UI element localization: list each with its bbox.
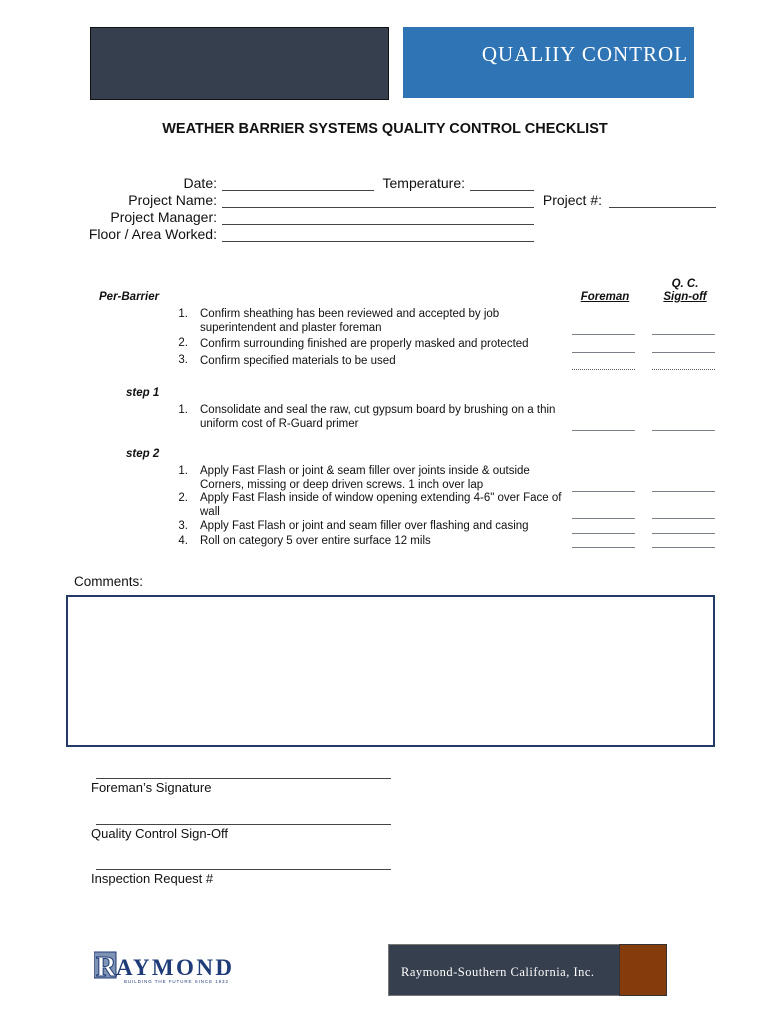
floor-area-label: Floor / Area Worked:: [88, 226, 217, 242]
foreman-signoff-line[interactable]: [572, 369, 635, 370]
date-field[interactable]: [222, 190, 374, 191]
foreman-signoff-line[interactable]: [572, 352, 635, 353]
qc-signoff-line[interactable]: [652, 491, 715, 492]
item-number: 1.: [178, 308, 188, 320]
foreman-signoff-line[interactable]: [572, 491, 635, 492]
checklist-item: Confirm sheathing has been reviewed and accepted by job superintendent and plaster foreman: [200, 308, 500, 334]
foreman-signoff-line[interactable]: [572, 547, 635, 548]
qc-column-header-top: Q. C.: [671, 278, 699, 290]
foreman-signature-line[interactable]: [96, 778, 391, 779]
item-number: 1.: [178, 404, 188, 416]
svg-text:BUILDING THE FUTURE SINCE 1932: BUILDING THE FUTURE SINCE 1932: [124, 979, 228, 984]
foreman-column-header: Foreman: [580, 291, 630, 303]
foreman-signoff-line[interactable]: [572, 533, 635, 534]
project-manager-label: Project Manager:: [110, 209, 217, 225]
page-title: WEATHER BARRIER SYSTEMS QUALITY CONTROL CHECKLIST: [162, 121, 608, 137]
section-label: step 1: [126, 387, 160, 399]
floor-area-field[interactable]: [222, 241, 534, 242]
raymond-logo: [94, 950, 234, 986]
checklist-item: Confirm specified materials to be used: [200, 355, 396, 367]
qc-column-header: Sign-off: [663, 291, 707, 303]
checklist-item: Consolidate and seal the raw, cut gypsum board by brushing on a thin uniform cost of R-Guard primer: [200, 404, 556, 430]
checklist-item: Apply Fast Flash inside of window opening extending 4-6" over Face of wall: [200, 492, 562, 518]
section-label: Per-Barrier: [99, 291, 160, 303]
item-number: 3.: [178, 354, 188, 366]
header-banner: [403, 27, 694, 98]
footer-company-name: Raymond-Southern California, Inc.: [401, 965, 595, 979]
qc-signoff-line[interactable]: [652, 547, 715, 548]
item-number: 3.: [178, 520, 188, 532]
date-label: Date:: [183, 175, 217, 191]
qc-signoff-line[interactable]: [652, 430, 715, 431]
comments-label: Comments:: [74, 574, 144, 589]
qc-signoff-line[interactable]: [96, 824, 391, 825]
svg-text:R: R: [96, 952, 117, 983]
project-name-field[interactable]: [222, 207, 534, 208]
svg-text:AYMOND: AYMOND: [116, 955, 232, 980]
qc-signoff-line[interactable]: [652, 518, 715, 519]
item-number: 2.: [178, 337, 188, 349]
foreman-signoff-line[interactable]: [572, 334, 635, 335]
inspection-request-line[interactable]: [96, 869, 391, 870]
checklist-item: Apply Fast Flash or joint and seam filler over flashing and casing: [200, 520, 529, 532]
temperature-label: Temperature:: [382, 175, 465, 191]
inspection-request-label: Inspection Request #: [91, 871, 214, 886]
checklist-item: Apply Fast Flash or joint & seam filler over joints inside & outside Corners, missing or deep driven screws. 1 inch over lap: [200, 465, 530, 491]
header-dark-block: [90, 27, 389, 100]
footer-accent-block: [619, 944, 667, 996]
qc-signoff-line[interactable]: [652, 334, 715, 335]
temperature-field[interactable]: [470, 190, 534, 191]
footer-company-banner: [388, 944, 622, 996]
foreman-signature-label: Foreman’s Signature: [91, 780, 212, 795]
checklist-item: Confirm surrounding finished are properly masked and protected: [200, 338, 529, 350]
foreman-signoff-line[interactable]: [572, 518, 635, 519]
banner-title: QUALIIY CONTROL: [481, 42, 688, 66]
item-number: 4.: [178, 535, 188, 547]
item-number: 2.: [178, 492, 188, 504]
checklist-item: Roll on category 5 over entire surface 12 mils: [200, 535, 431, 547]
project-manager-field[interactable]: [222, 224, 534, 225]
qc-signoff-line[interactable]: [652, 352, 715, 353]
project-name-label: Project Name:: [128, 192, 217, 208]
item-number: 1.: [178, 465, 188, 477]
project-number-label: Project #:: [542, 192, 602, 208]
section-label: step 2: [126, 448, 160, 460]
qc-signoff-line[interactable]: [652, 533, 715, 534]
qc-signoff-line[interactable]: [652, 369, 715, 370]
project-number-field[interactable]: [609, 207, 716, 208]
qc-signoff-label: Quality Control Sign-Off: [91, 826, 229, 841]
comments-textarea[interactable]: [66, 595, 715, 747]
foreman-signoff-line[interactable]: [572, 430, 635, 431]
